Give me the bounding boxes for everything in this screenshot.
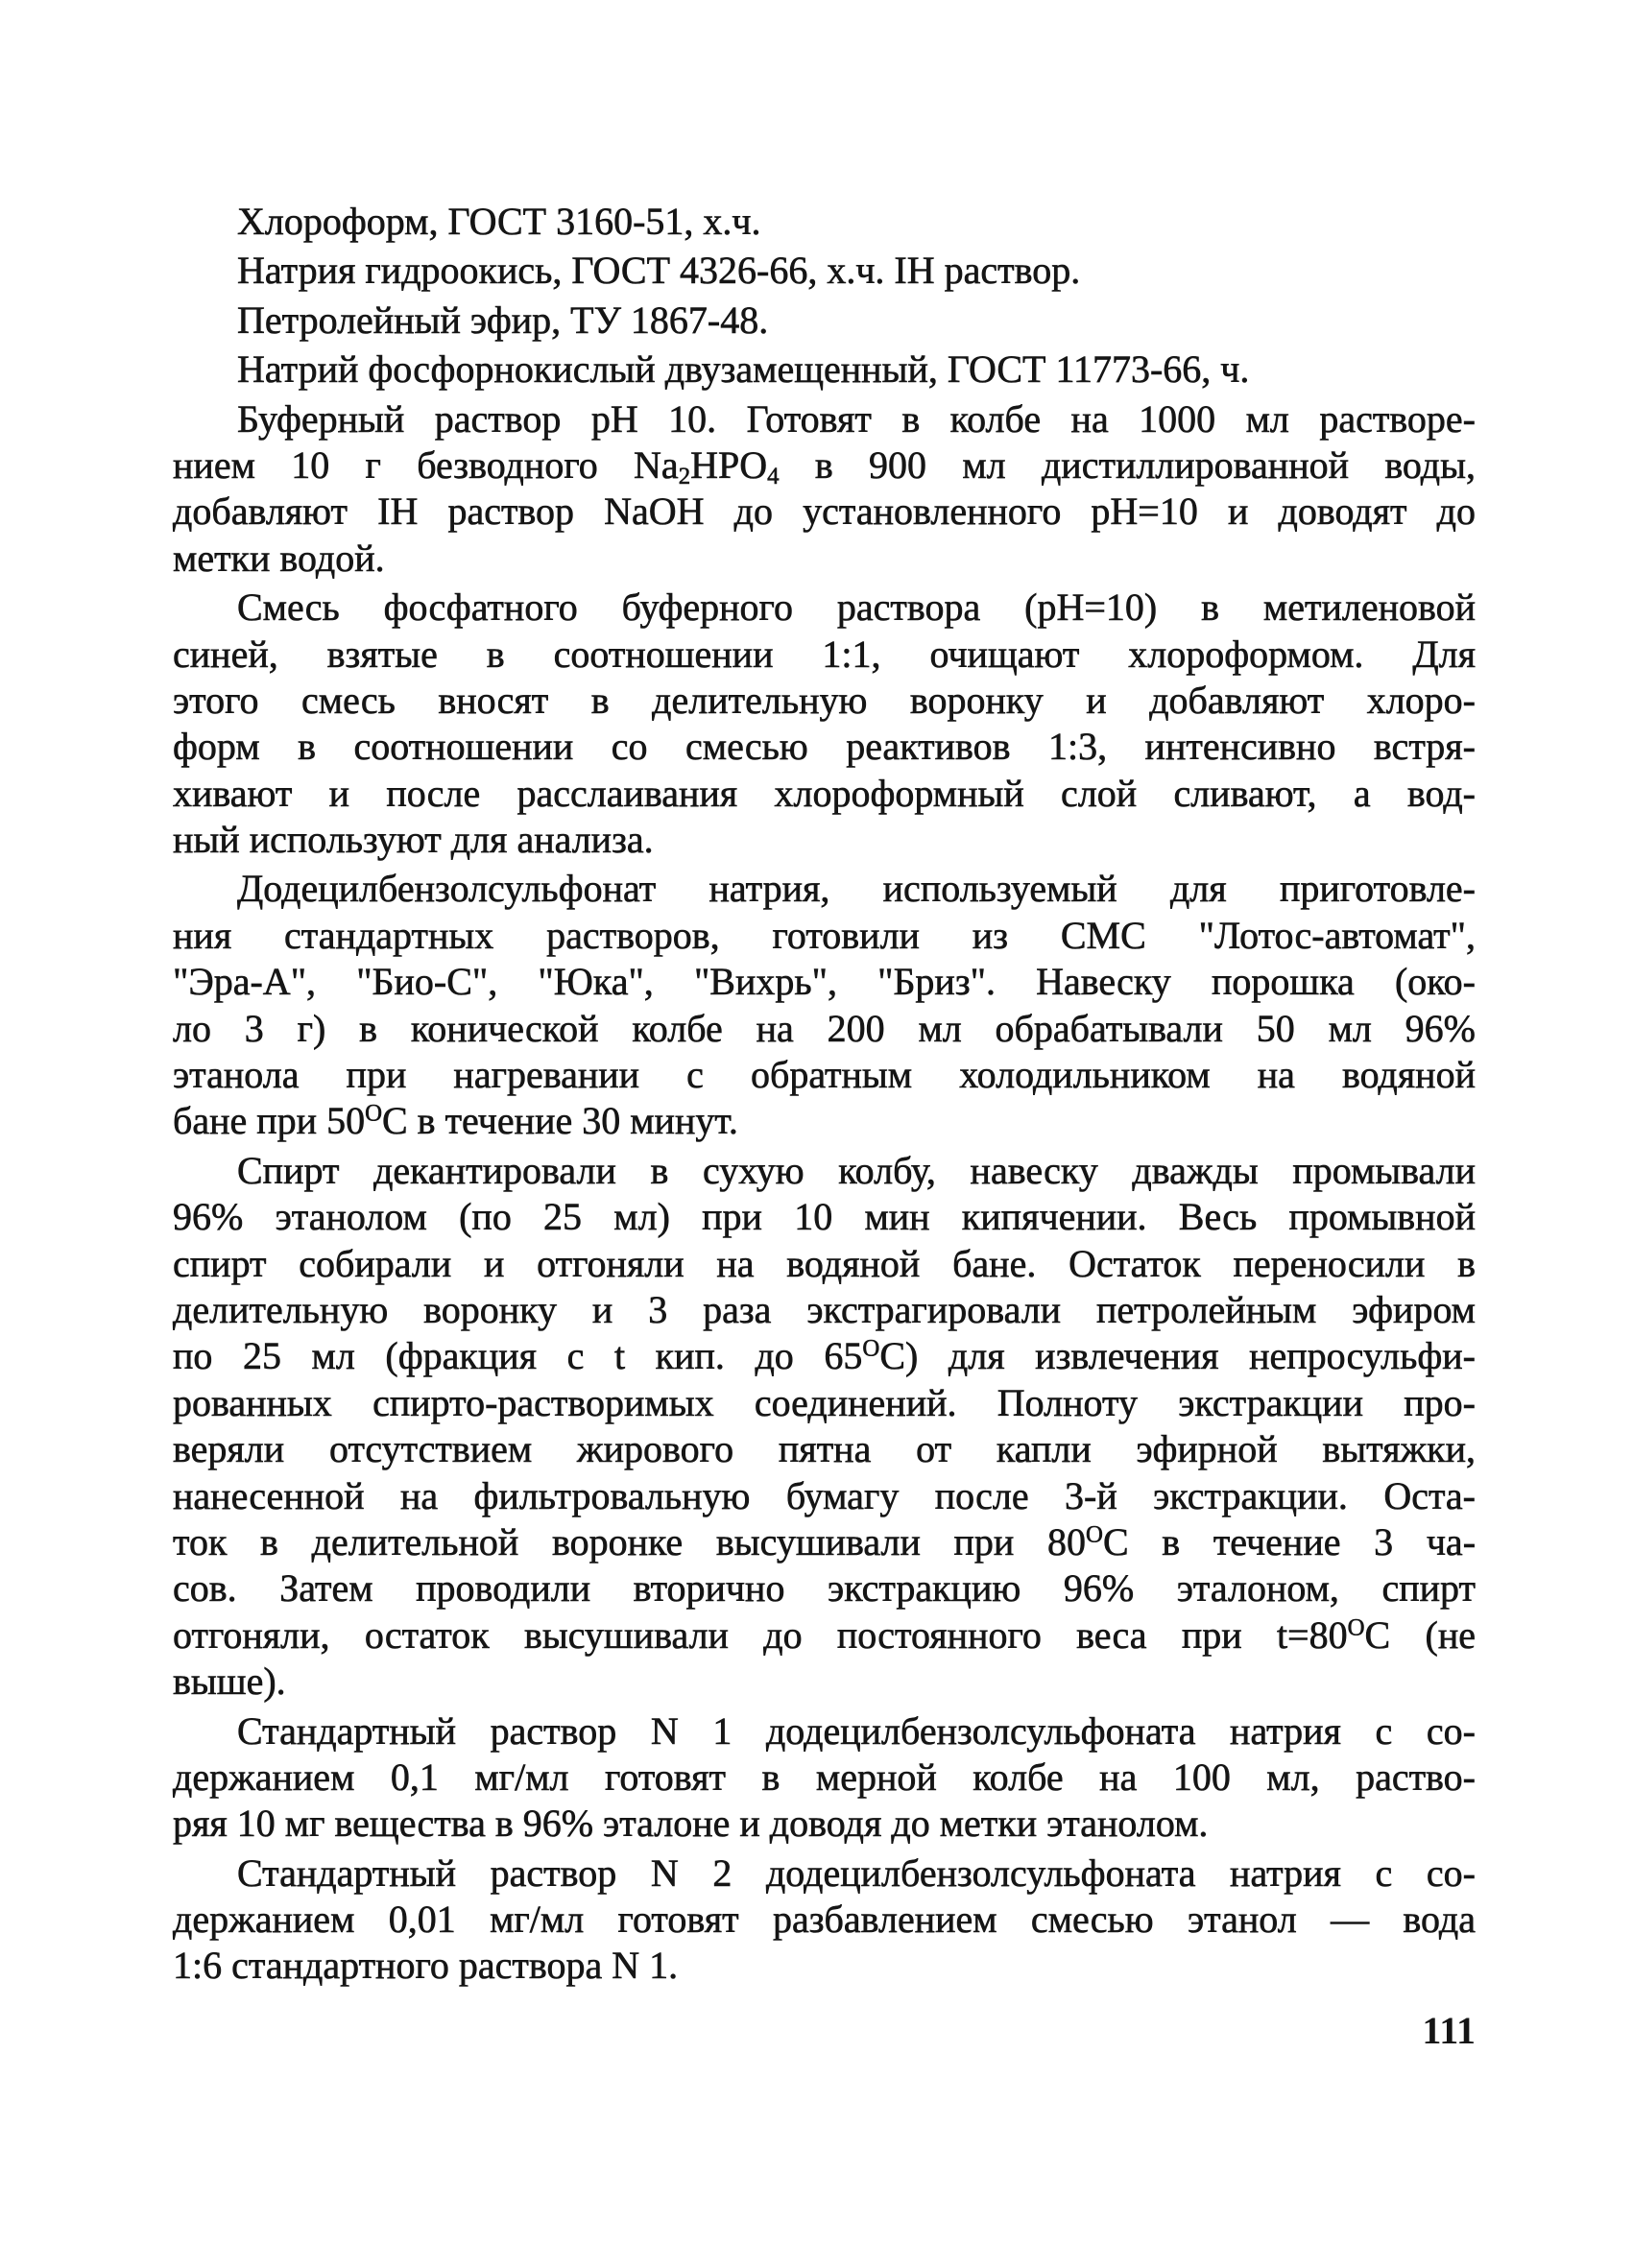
line-text xyxy=(237,1709,1476,1753)
text-segment: бане при 50 xyxy=(173,1099,366,1143)
text-line xyxy=(173,1194,1476,1240)
text-line xyxy=(173,1708,1476,1755)
superscript: О xyxy=(365,1100,382,1127)
line-text xyxy=(173,1520,1476,1564)
line-text xyxy=(173,1566,1476,1610)
line-text xyxy=(173,1334,1476,1377)
text-segment: этанола при нагревании с обратным холодильником на водяной xyxy=(173,1053,1476,1097)
text-line xyxy=(173,913,1476,959)
text-line xyxy=(173,1380,1476,1426)
text-segment: Спирт декантировали в сухую колбу, навеску дважды промывали xyxy=(237,1148,1476,1192)
text-line xyxy=(173,1519,1476,1565)
line-text xyxy=(173,1755,1476,1799)
line-text xyxy=(173,1007,1476,1050)
text-line xyxy=(173,1098,1476,1144)
line-text xyxy=(173,537,385,580)
paragraph xyxy=(173,346,1476,393)
text-segment: ряя 10 мг вещества в 96% эталоне и доводя до метки этанолом. xyxy=(173,1802,1209,1846)
text-line xyxy=(173,199,1476,245)
line-text xyxy=(173,1613,1476,1657)
line-text xyxy=(173,725,1476,768)
text-segment: ния стандартных растворов, готовили из СМС "Лотос-автомат", xyxy=(173,913,1476,957)
text-line xyxy=(173,442,1476,489)
subscript: 2 xyxy=(678,464,691,490)
text-line xyxy=(173,1241,1476,1287)
text-line xyxy=(173,489,1476,535)
text-segment: Натрия гидроокись, ГОСТ 4326-66, х.ч. IН раствор. xyxy=(237,249,1081,293)
text-segment: С в течение 30 минут. xyxy=(382,1099,738,1143)
text-segment: добавляют IН раствор NaOH до установленного pH=10 и доводят до xyxy=(173,489,1476,534)
text-line xyxy=(173,298,1476,344)
text-segment: рованных спирто-растворимых соединений. Полноту экстракции про- xyxy=(173,1380,1476,1424)
line-text xyxy=(237,1149,1476,1192)
text-line xyxy=(173,248,1476,294)
line-text xyxy=(237,397,1476,441)
superscript: О xyxy=(1347,1614,1365,1641)
paragraph xyxy=(173,585,1476,863)
text-segment: Смесь фосфатного буферного раствора (pH=10) в метиленовой xyxy=(237,585,1476,630)
line-text xyxy=(173,818,654,861)
text-line xyxy=(173,678,1476,724)
line-text xyxy=(237,867,1476,910)
text-segment: выше). xyxy=(173,1659,286,1704)
text-segment: Натрий фосфорнокислый двузамещенный, ГОСТ 11773-66, ч. xyxy=(237,347,1250,392)
paragraph xyxy=(173,298,1476,344)
line-text xyxy=(237,249,1080,292)
line-text xyxy=(173,633,1476,676)
line-text xyxy=(173,489,1476,533)
line-text xyxy=(237,200,761,243)
text-line xyxy=(173,1850,1476,1897)
text-segment: нанесенной на фильтровальную бумагу после 3-й экстракции. Оста- xyxy=(173,1473,1476,1517)
text-segment: 96% этанолом (по 25 мл) при 10 мин кипячении. Весь промывной xyxy=(173,1195,1476,1239)
text-segment: держанием 0,1 мг/мл готовят в мерной колбе на 100 мл, раство- xyxy=(173,1755,1476,1799)
line-text xyxy=(173,1474,1476,1517)
text-line xyxy=(173,396,1476,442)
text-line xyxy=(173,1006,1476,1052)
paragraph xyxy=(173,1850,1476,1990)
superscript: О xyxy=(1086,1521,1103,1548)
line-text xyxy=(173,1053,1476,1096)
line-text xyxy=(173,1802,1208,1845)
text-segment: С (не xyxy=(1364,1612,1476,1657)
line-text xyxy=(173,914,1476,957)
text-segment: спирт собирали и отгоняли на водяной бане. Остаток переносили в xyxy=(173,1241,1476,1285)
text-line xyxy=(173,1659,1476,1705)
line-text xyxy=(173,960,1476,1003)
text-segment: ло 3 г) в конической колбе на 200 мл обрабатывали 50 мл 96% xyxy=(173,1006,1476,1050)
text-segment: форм в соотношении со смесью реактивов 1:3, интенсивно встря- xyxy=(173,725,1476,769)
line-text xyxy=(173,772,1476,815)
text-segment: С) для извлечения непросульфи- xyxy=(879,1334,1476,1378)
text-segment: синей, взятые в соотношении 1:1, очищают хлороформом. Для xyxy=(173,632,1476,676)
text-line xyxy=(173,1333,1476,1379)
text-line xyxy=(173,959,1476,1005)
text-segment: веряли отсутствием жирового пятна от капли эфирной вытяжки, xyxy=(173,1427,1476,1471)
line-text xyxy=(173,1898,1476,1941)
text-segment: в 900 мл дистиллированной воды, xyxy=(779,442,1477,487)
text-segment: 1:6 стандартного раствора N 1. xyxy=(173,1944,679,1988)
text-line xyxy=(173,1473,1476,1519)
paragraph xyxy=(173,1148,1476,1706)
text-line xyxy=(173,1052,1476,1098)
line-text xyxy=(173,1427,1476,1470)
text-segment: отгоняли, остаток высушивали до постоянного веса при t=80 xyxy=(173,1612,1348,1657)
line-text xyxy=(237,298,768,342)
line-text xyxy=(173,1099,738,1142)
page-body xyxy=(173,199,1476,1990)
text-line xyxy=(173,1612,1476,1659)
line-text xyxy=(237,1851,1476,1895)
text-segment: Хлороформ, ГОСТ 3160-51, х.ч. xyxy=(237,200,761,243)
text-segment: HPO xyxy=(690,442,768,487)
text-segment: "Эра-А", "Био-С", "Юка", "Вихрь", "Бриз". Навеску порошка (око- xyxy=(173,960,1476,1004)
text-segment: метки водой. xyxy=(173,536,385,580)
text-line xyxy=(173,1897,1476,1943)
text-line xyxy=(173,585,1476,631)
text-segment: этого смесь вносят в делительную воронку и добавляют хлоро- xyxy=(173,678,1476,722)
text-segment: хивают и после расслаивания хлороформный слой сливают, а вод- xyxy=(173,771,1476,815)
text-segment: делительную воронку и 3 раза экстрагировали петролейным эфиром xyxy=(173,1287,1476,1331)
text-line xyxy=(173,1426,1476,1472)
line-text xyxy=(173,1242,1476,1285)
line-text xyxy=(173,1944,678,1987)
text-segment: держанием 0,01 мг/мл готовят разбавлением смесью этанол — вода xyxy=(173,1898,1476,1942)
line-text xyxy=(173,1381,1476,1424)
text-segment: Стандартный раствор N 1 додецилбензолсульфоната натрия с со- xyxy=(237,1708,1476,1753)
paragraph xyxy=(173,396,1476,583)
line-text xyxy=(173,1659,286,1703)
text-line xyxy=(173,1943,1476,1989)
text-segment: С в течение 3 ча- xyxy=(1102,1519,1477,1564)
text-line xyxy=(173,536,1476,582)
paragraph xyxy=(173,1708,1476,1848)
text-line xyxy=(173,1148,1476,1194)
paragraph xyxy=(173,866,1476,1144)
text-segment: Стандартный раствор N 2 додецилбензолсульфоната натрия с со- xyxy=(237,1850,1476,1895)
text-line xyxy=(173,1287,1476,1333)
line-text xyxy=(237,585,1476,629)
text-segment: ный используют для анализа. xyxy=(173,818,654,862)
text-line xyxy=(173,724,1476,770)
paragraph xyxy=(173,248,1476,294)
line-text xyxy=(173,442,1477,490)
text-segment: сов. Затем проводили вторично экстракцию 96% эталоном, спирт xyxy=(173,1566,1476,1611)
text-line xyxy=(173,1755,1476,1801)
paragraph xyxy=(173,199,1476,245)
text-line xyxy=(173,817,1476,863)
superscript: О xyxy=(862,1335,880,1362)
text-line xyxy=(173,1801,1476,1847)
line-text xyxy=(237,347,1249,391)
text-segment: нием 10 г безводного Na xyxy=(173,442,679,487)
text-line xyxy=(173,866,1476,912)
text-segment: Додецилбензолсульфонат натрия, используемый для приготовле- xyxy=(237,867,1476,911)
text-line xyxy=(173,632,1476,678)
text-segment: по 25 мл (фракция с t кип. до 65 xyxy=(173,1334,863,1378)
text-line xyxy=(173,346,1476,393)
line-text xyxy=(173,679,1476,722)
text-line xyxy=(173,771,1476,817)
line-text xyxy=(173,1195,1476,1238)
text-line xyxy=(173,1565,1476,1611)
text-segment: Буферный раствор pH 10. Готовят в колбе на 1000 мл растворе- xyxy=(237,396,1476,441)
page-number: 111 xyxy=(1422,2009,1476,2052)
text-segment: ток в делительной воронке высушивали при 80 xyxy=(173,1519,1087,1564)
line-text xyxy=(173,1288,1476,1331)
text-segment: Петролейный эфир, ТУ 1867-48. xyxy=(237,298,769,342)
subscript: 4 xyxy=(767,464,780,490)
